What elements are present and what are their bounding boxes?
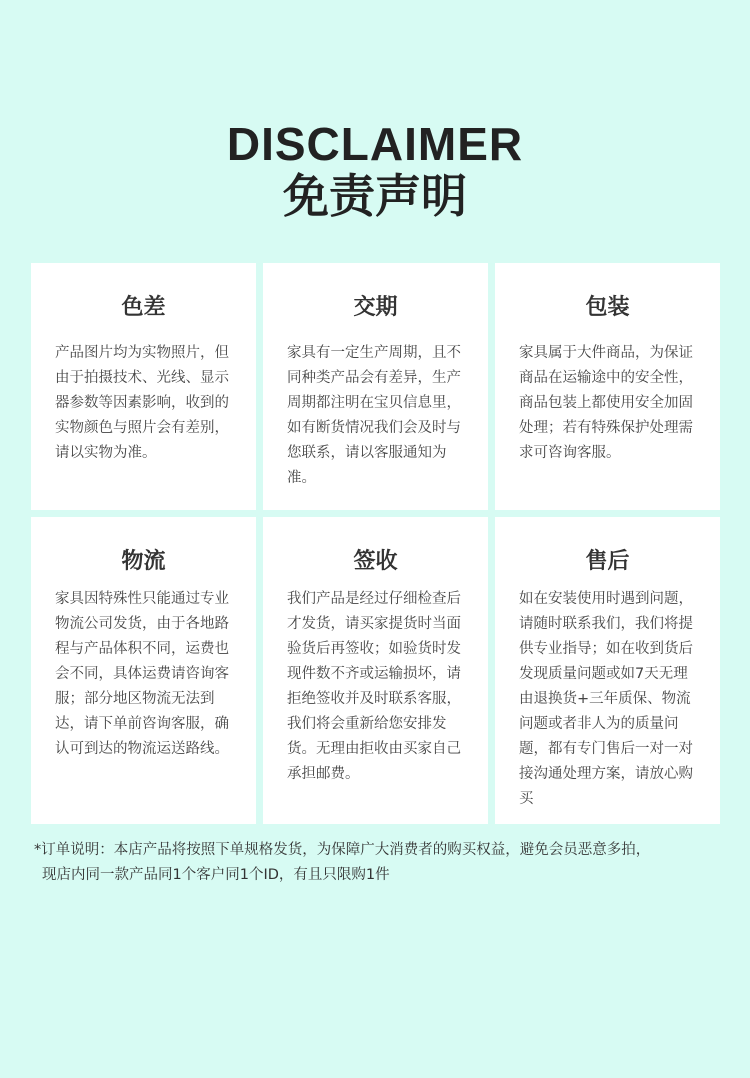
card-text: 我们产品是经过仔细检查后才发货，请买家提货时当面验货后再签收；如验货时发现件数不齐或运输损坏，请拒绝签收并及时联系客服，我们将会重新给您安排发货。无理由拒收由买家自己承担邮费。	[287, 591, 461, 782]
card-text: 家具有一定生产周期，且不同种类产品会有差异，生产周期都注明在宝贝信息里，如有断货情况我们会及时与您联系，请以客服通知为准。	[287, 345, 461, 486]
card-title: 交期	[353, 295, 398, 320]
card-text: 家具属于大件商品，为保证商品在运输途中的安全性，商品包装上都使用安全加固处理；若有特殊保护处理需求可咨询客服。	[519, 345, 693, 461]
page-title-en: DISCLAIMER	[226, 118, 524, 170]
card-after-sales	[495, 517, 720, 824]
card-receipt	[263, 517, 488, 824]
card-text: 如在安装使用时遇到问题，请随时联系我们，我们将提供专业指导；如在收到货后发现质量问题或如7天无理由退换货+三年质保、物流问题或者非人为的质量问题，都有专门售后一对一对接沟通处理方案，请放心购买	[519, 591, 693, 807]
order-note-line1: *订单说明：本店产品将按照下单规格发货，为保障广大消费者的购买权益，避免会员恶意多拍，	[34, 842, 651, 858]
card-text: 家具因特殊性只能通过专业物流公司发货，由于各地路程与产品体积不同，运费也会不同，具体运费请咨询客服；部分地区物流无法到达，请下单前咨询客服，确认可到达的物流运送路线。	[55, 591, 229, 757]
card-title: 物流	[121, 549, 166, 574]
card-title: 色差	[121, 295, 166, 320]
card-delivery-time	[263, 263, 488, 510]
card-color-difference	[31, 263, 256, 510]
order-note-line2: 现店内同一款产品同1个客户同1个ID，有且只限购1件	[42, 867, 390, 883]
order-note	[34, 838, 724, 888]
card-title: 售后	[585, 549, 630, 574]
card-text: 产品图片均为实物照片，但由于拍摄技术、光线、显示器参数等因素影响，收到的实物颜色与照片会有差别，请以实物为准。	[55, 345, 229, 461]
page-title-zh: 免责声明	[283, 169, 467, 223]
card-title: 签收	[353, 549, 398, 574]
card-title: 包装	[585, 295, 630, 320]
card-logistics	[31, 517, 256, 824]
card-packaging	[495, 263, 720, 510]
